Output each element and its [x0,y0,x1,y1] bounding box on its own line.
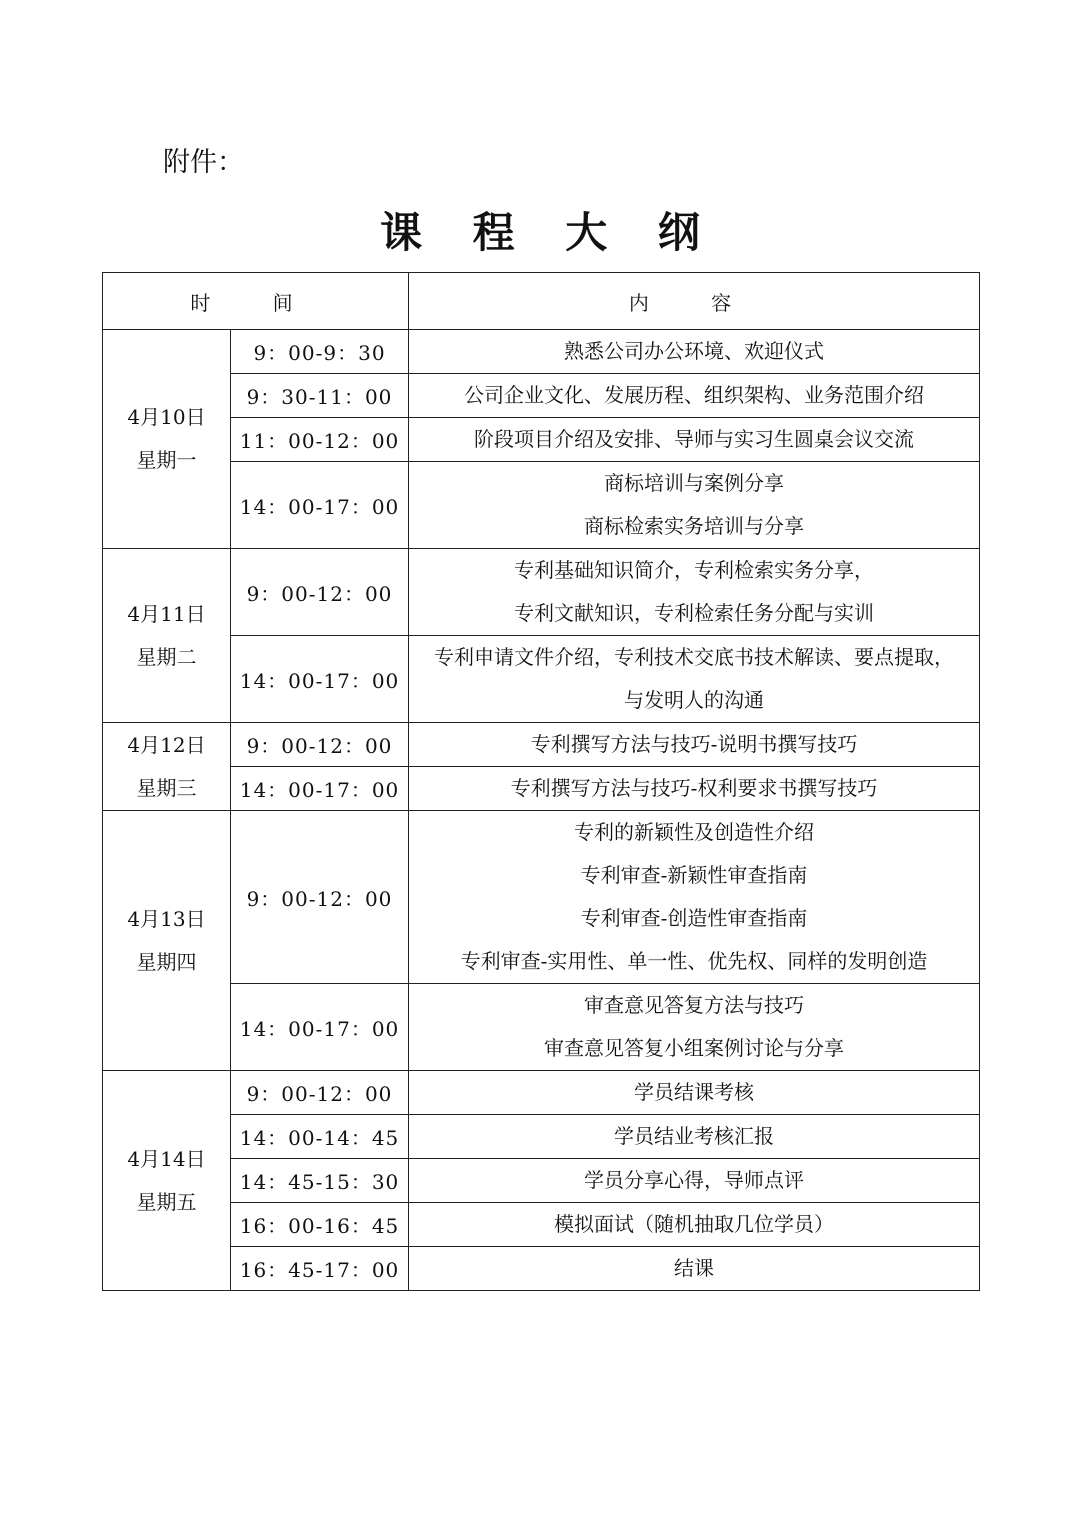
content-line: 专利的新颖性及创造性介绍 [574,820,815,844]
content-line: 与发明人的沟通 [624,688,765,712]
content-line: 专利审查-实用性、单一性、优先权、同样的发明创造 [460,949,928,973]
session-row [103,1247,980,1291]
session-content [409,767,980,811]
session-row [103,1071,980,1115]
session-row [103,723,980,767]
date-label: 4月14日 [127,1146,206,1171]
weekday-label: 星期三 [136,775,197,800]
session-content [409,636,980,723]
weekday-label: 星期一 [136,448,197,472]
content-line: 审查意见答复小组案例讨论与分享 [544,1036,845,1060]
content-line: 商标培训与案例分享 [604,471,785,495]
content-line: 专利撰写方法与技巧-说明书撰写技巧 [530,732,858,756]
session-content [409,1159,980,1203]
content-line: 阶段项目介绍及安排、导师与实习生圆桌会议交流 [474,427,915,451]
day-cell [103,549,231,723]
header-content: 内 容 [409,273,980,330]
content-line: 专利审查-新颖性审查指南 [580,863,808,887]
header-row [103,273,980,330]
session-time: 9：00-12：00 [231,811,409,984]
session-content [409,462,980,549]
session-time: 14：00-17：00 [231,984,409,1071]
session-time: 9：00-12：00 [231,549,409,636]
schedule-body [103,330,980,1291]
page-title: 课 程 大 纲 [380,208,718,257]
session-row [103,1159,980,1203]
session-content [409,549,980,636]
session-time: 14：00-17：00 [231,462,409,549]
session-content [409,723,980,767]
content-line: 审查意见答复方法与技巧 [584,993,805,1017]
content-line: 商标检索实务培训与分享 [584,514,805,538]
session-time: 16：00-16：45 [231,1203,409,1247]
session-time: 14：00-17：00 [231,636,409,723]
session-content [409,1247,980,1291]
session-content [409,418,980,462]
session-time: 14：45-15：30 [231,1159,409,1203]
session-time: 14：00-14：45 [231,1115,409,1159]
session-row [103,418,980,462]
session-time: 14：00-17：00 [231,767,409,811]
day-cell [103,1071,231,1291]
session-content [409,811,980,984]
session-time: 11：00-12：00 [231,418,409,462]
session-row [103,767,980,811]
session-row [103,1203,980,1247]
session-content [409,1115,980,1159]
weekday-label: 星期四 [136,949,197,974]
session-row [103,374,980,418]
weekday-label: 星期二 [136,644,197,669]
schedule-table [102,272,980,1291]
annex-label: 附件： [163,147,244,178]
content-line: 熟悉公司办公环境、欢迎仪式 [564,339,825,363]
session-time: 9：00-9：30 [231,330,409,374]
session-row [103,330,980,374]
content-line: 专利申请文件介绍，专利技术交底书技术解读、要点提取， [434,645,955,669]
content-line: 公司企业文化、发展历程、组织架构、业务范围介绍 [464,383,925,407]
content-line: 专利审查-创造性审查指南 [580,906,808,930]
content-line: 专利基础知识简介，专利检索实务分享， [514,558,875,582]
day-cell [103,723,231,811]
session-row [103,549,980,636]
session-row [103,462,980,549]
session-time: 16：45-17：00 [231,1247,409,1291]
day-cell [103,811,231,1071]
content-line: 专利文献知识，专利检索任务分配与实训 [514,601,875,625]
content-line: 结课 [674,1256,715,1280]
session-time: 9：30-11：00 [231,374,409,418]
content-line: 学员分享心得，导师点评 [584,1168,805,1192]
session-content [409,1203,980,1247]
content-line: 模拟面试（随机抽取几位学员） [554,1212,835,1236]
session-row [103,636,980,723]
day-cell [103,330,231,549]
date-label: 4月10日 [127,405,206,429]
content-line: 学员结课考核 [634,1080,755,1104]
session-content [409,984,980,1071]
session-time: 9：00-12：00 [231,1071,409,1115]
session-content [409,374,980,418]
session-row [103,1115,980,1159]
date-label: 4月13日 [127,906,206,931]
content-line: 专利撰写方法与技巧-权利要求书撰写技巧 [510,776,878,800]
content-line: 学员结业考核汇报 [614,1124,775,1148]
session-row [103,811,980,984]
date-label: 4月12日 [127,732,206,757]
session-content [409,330,980,374]
session-time: 9：00-12：00 [231,723,409,767]
session-row [103,984,980,1071]
weekday-label: 星期五 [136,1189,197,1214]
header-time: 时 间 [103,273,409,330]
date-label: 4月11日 [127,601,206,626]
session-content [409,1071,980,1115]
